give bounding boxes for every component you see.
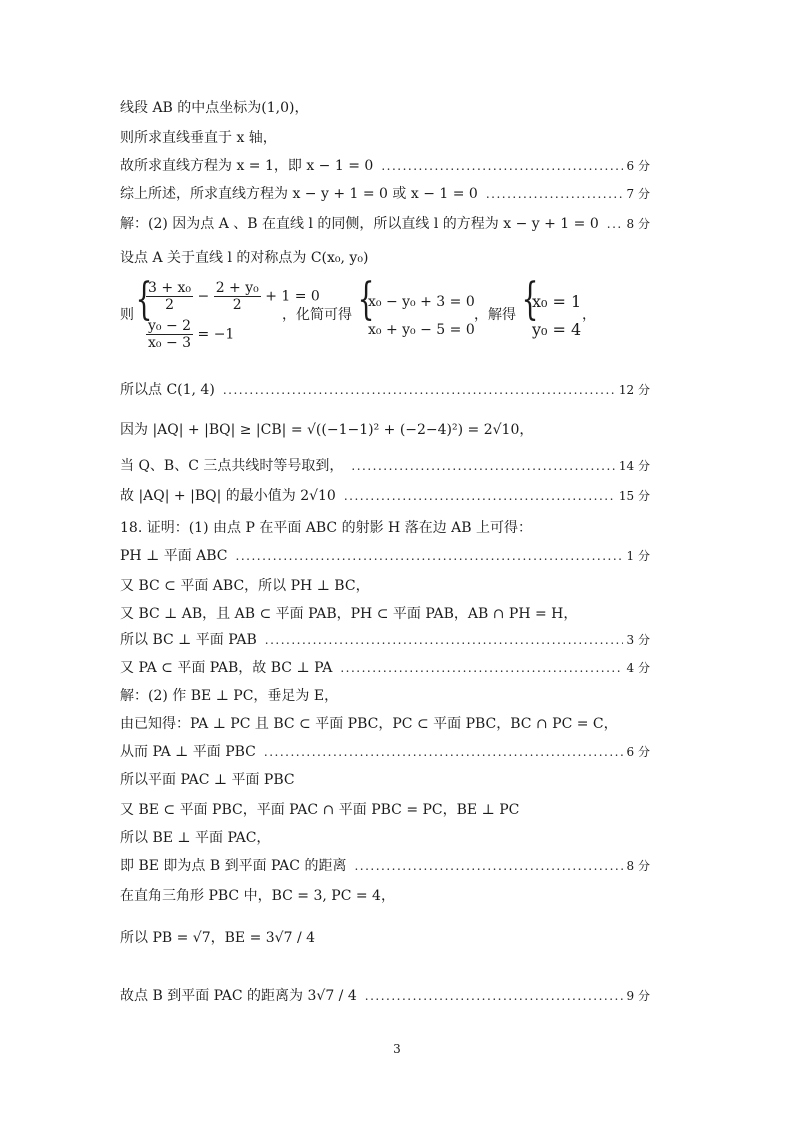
dot-leader xyxy=(351,456,615,476)
dot-leader xyxy=(486,184,623,204)
text-line: 由已知得：PA ⊥ PC 且 BC ⊂ 平面 PBC，PC ⊂ 平面 PBC，BC ∩ PC = C， xyxy=(120,716,618,732)
system-end: ， xyxy=(582,307,596,323)
dot-leader xyxy=(265,630,623,650)
scored-line: 所以点 C(1, 4) ..... 12 分 xyxy=(120,380,650,400)
page-number: 3 xyxy=(393,1042,401,1056)
dot-leader xyxy=(381,156,622,176)
text-line: 所以平面 PAC ⊥ 平面 PBC xyxy=(120,772,295,788)
text-line: 线段 AB 的中点坐标为(1,0)， xyxy=(120,100,309,116)
text-line: 又 BC ⊥ AB，且 AB ⊂ 平面 PAB，PH ⊂ 平面 PAB，AB ∩ PH = H， xyxy=(120,606,578,622)
score-label: 8 分 xyxy=(626,217,650,231)
equation-system xyxy=(120,274,650,360)
dot-leader xyxy=(223,380,615,400)
scored-line: 当 Q、B、C 三点共线时等号取到， ..... 14 分 xyxy=(120,456,650,476)
score-label: 3 分 xyxy=(626,633,650,647)
score-label: 6 分 xyxy=(626,159,650,173)
solve-label: ，解得 xyxy=(474,307,516,323)
text-line: 18. 证明：(1) 由点 P 在平面 ABC 的射影 H 落在边 AB 上可得： xyxy=(120,520,532,536)
score-label: 8 分 xyxy=(626,859,650,873)
original-system: $\frac{\text{3 + x₀}}{2}$ − $\frac{\text{2 + y₀}}{2}$ + 1 = 0 $\frac{\text{y₀ − 2}}{\text{x₀ − 3}}$ = −1 xyxy=(148,280,320,351)
system-lead: 则 xyxy=(120,307,134,323)
text-line: 所以 BE ⊥ 平面 PAC， xyxy=(120,830,271,846)
scored-line: 从而 PA ⊥ 平面 PBC ..... 6 分 xyxy=(120,742,650,762)
simplified-system: x₀ − y₀ + 3 = 0 x₀ + y₀ − 5 = 0 xyxy=(368,294,475,338)
text-line: 则所求直线垂直于 x 轴， xyxy=(120,130,277,146)
score-label: 4 分 xyxy=(626,661,650,675)
scored-line: 综上所述，所求直线方程为 x − y + 1 = 0 或 x − 1 = 0 ..... 7 分 xyxy=(120,184,650,204)
left-brace: { xyxy=(521,274,539,325)
score-label: 1 分 xyxy=(626,549,650,563)
dot-leader xyxy=(354,856,622,876)
solution-system: x₀ = 1 y₀ = 4 xyxy=(532,292,582,339)
left-brace: { xyxy=(135,274,153,325)
scored-line: 解：(2) 因为点 A 、B 在直线 l 的同侧，所以直线 l 的方程为 x − y + 1 = 0 ..... 8 分 xyxy=(120,214,650,234)
scored-line: 故 |AQ| + |BQ| 的最小值为 2√10 ..... 15 分 xyxy=(120,486,650,506)
score-label: 15 分 xyxy=(618,489,650,503)
text-line: 设点 A 关于直线 l 的对称点为 C(x₀, y₀) xyxy=(120,250,369,266)
dot-leader xyxy=(340,658,622,678)
scored-line: 即 BE 即为点 B 到平面 PAC 的距离 ..... 8 分 xyxy=(120,856,650,876)
dot-leader xyxy=(344,486,615,506)
text-line: 又 BE ⊂ 平面 PBC，平面 PAC ∩ 平面 PBC = PC，BE ⊥ PC xyxy=(120,802,520,818)
score-label: 7 分 xyxy=(626,187,650,201)
left-brace: { xyxy=(357,274,375,325)
scored-line: 故点 B 到平面 PAC 的距离为 3√7 / 4 ..... 9 分 xyxy=(120,986,650,1006)
text-line: 因为 |AQ| + |BQ| ≥ |CB| = √((−1−1)² + (−2−4)²) = 2√10， xyxy=(120,422,534,438)
score-label: 6 分 xyxy=(626,745,650,759)
scored-line: 所以 BC ⊥ 平面 PAB ..... 3 分 xyxy=(120,630,650,650)
dot-leader xyxy=(236,546,623,566)
text-line: 又 BC ⊂ 平面 ABC，所以 PH ⊥ BC， xyxy=(120,578,370,594)
dot-leader xyxy=(607,214,623,234)
text-line: 在直角三角形 PBC 中，BC = 3, PC = 4， xyxy=(120,888,395,904)
scored-line: 又 PA ⊂ 平面 PAB，故 BC ⊥ PA ..... 4 分 xyxy=(120,658,650,678)
score-label: 9 分 xyxy=(626,989,650,1003)
score-label: 14 分 xyxy=(618,459,650,473)
scored-line: PH ⊥ 平面 ABC ..... 1 分 xyxy=(120,546,650,566)
dot-leader xyxy=(264,742,623,762)
simplify-label: ，化简可得 xyxy=(282,307,352,323)
score-label: 12 分 xyxy=(618,383,650,397)
text-line: 所以 PB = √7，BE = 3√7 / 4 xyxy=(120,930,316,946)
text-line: 解：(2) 作 BE ⊥ PC，垂足为 E， xyxy=(120,688,339,704)
dot-leader xyxy=(365,986,623,1006)
scored-line: 故所求直线方程为 x = 1，即 x − 1 = 0 ..... 6 分 xyxy=(120,156,650,176)
